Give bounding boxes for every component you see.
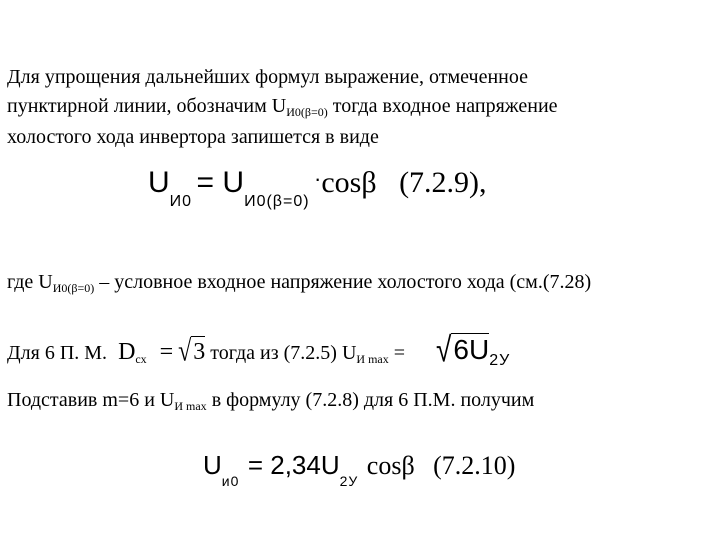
sqrt-sign-icon: √ bbox=[178, 335, 192, 369]
eq2-rhs-subscript: 2У bbox=[339, 473, 359, 489]
eq2-lhs: U bbox=[203, 450, 222, 480]
dcx-symbol: D bbox=[118, 339, 136, 365]
intro-line-2-subscript: И0(β=0) bbox=[286, 105, 328, 119]
six-pm-paragraph bbox=[7, 330, 511, 370]
eq1-number: (7.2.9), bbox=[399, 166, 487, 199]
definition-post: – условное входное напряжение холостого хода (см.(7.28) bbox=[94, 271, 592, 293]
six-pm-mid: тогда из (7.2.5) U bbox=[205, 342, 357, 364]
sqrt-six-subscript: 2У bbox=[489, 352, 511, 369]
eq1-dot: · bbox=[314, 166, 322, 191]
eq1-cos: cosβ bbox=[321, 166, 377, 199]
intro-line-2 bbox=[7, 92, 558, 123]
dcx-equals: = bbox=[159, 339, 174, 365]
sqrt-sign-icon: √ bbox=[436, 330, 452, 369]
equation-7-2-9 bbox=[148, 166, 487, 210]
six-pm-tail: = bbox=[388, 342, 406, 364]
dcx-subscript: сх bbox=[135, 352, 147, 366]
eq1-lhs-subscript: И0 bbox=[169, 193, 193, 210]
eq1-equals: = U bbox=[196, 166, 245, 199]
intro-line-1: Для упрощения дальнейших формул выражение, отмеченное bbox=[7, 66, 528, 88]
intro-line-2-pre: пунктирной линии, обозначим U bbox=[7, 95, 287, 117]
substitution-paragraph bbox=[7, 386, 534, 417]
intro-line-3: холостого хода инвертора запишется в виде bbox=[7, 126, 379, 148]
definition-pre: где U bbox=[7, 271, 53, 293]
umax-subscript: И max bbox=[356, 352, 389, 366]
eq2-lhs-subscript: и0 bbox=[221, 473, 240, 489]
sqrt-three bbox=[178, 336, 205, 367]
eq2-number: (7.2.10) bbox=[433, 451, 516, 480]
substitution-post: в формулу (7.2.8) для 6 П.М. получим bbox=[206, 389, 535, 411]
intro-paragraph bbox=[7, 63, 558, 152]
six-pm-pre: Для 6 П. М. bbox=[7, 342, 108, 364]
substitution-subscript: И max bbox=[174, 399, 207, 413]
eq2-cos: cosβ bbox=[366, 451, 415, 480]
eq1-lhs: U bbox=[148, 166, 170, 199]
intro-line-2-post: тогда входное напряжение bbox=[327, 95, 558, 117]
substitution-pre: Подставив m=6 и U bbox=[7, 389, 175, 411]
definition-paragraph bbox=[7, 268, 591, 299]
equation-7-2-10 bbox=[203, 450, 516, 489]
definition-subscript: И0(β=0) bbox=[52, 281, 95, 295]
sqrt-six-u2y bbox=[436, 330, 490, 369]
eq2-rhs: = 2,34U bbox=[247, 450, 340, 480]
sqrt-six-argument: 6U bbox=[453, 334, 490, 365]
sqrt-three-argument: 3 bbox=[191, 336, 205, 367]
eq1-rhs-subscript: И0(β=0) bbox=[244, 193, 310, 210]
